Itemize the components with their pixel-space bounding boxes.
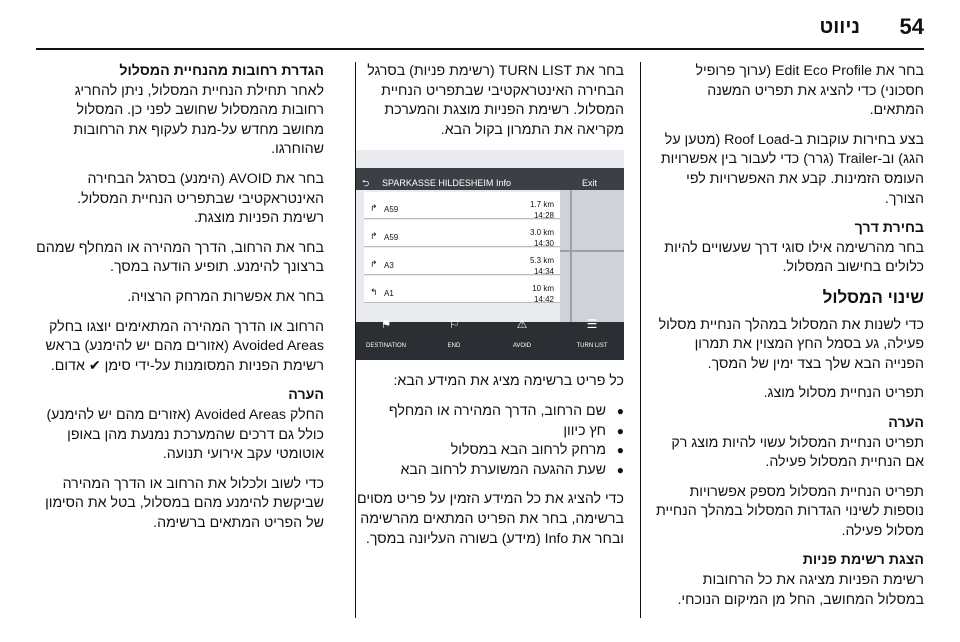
screen-bottom-bar — [356, 317, 624, 360]
distance: 5.3 km — [529, 256, 554, 266]
arrow-icon: ↰ — [370, 287, 378, 298]
column-middle — [356, 62, 624, 559]
paragraph: תפריט הנחיית מסלול מוצג. — [763, 385, 924, 402]
note-text: תפריט הנחיית המסלול עשוי להיות מוצג רק אם הנחיית המסלול פעילה. — [671, 434, 924, 471]
subheading: בחירת דרך — [854, 220, 924, 237]
turn-list-row — [364, 276, 560, 303]
distance: 3.0 km — [529, 228, 554, 238]
page-title: ניווט — [819, 16, 860, 38]
info-button: Info — [496, 178, 512, 189]
paragraph: בחר את הרחוב, הדרך המהירה או המחלף שמהם ברצונך להימנע. תופיע הודעה במסך. — [36, 239, 324, 276]
paragraph: בצע בחירות עוקבות ב-Roof Load (מטען על הגג) וב-Trailer (גרר) כדי לעבור בין אפשרויות העומס הזמינות. קבע את האפשרויות לפי הצורך. — [660, 131, 924, 207]
page-header — [0, 14, 960, 42]
paragraph: כל פריט ברשימה מציג את המידע הבא: — [393, 373, 624, 390]
screen-title: SPARKASSE HILDESHEIM — [382, 178, 494, 189]
arrow-icon: ↱ — [370, 203, 378, 214]
paragraph: בחר את Edit Eco Profile (ערוך פרופיל חסכוני) כדי להציג את תפריט המשנה המתאים. — [695, 63, 924, 119]
column-left — [36, 62, 324, 543]
arrival-time: 14:28 — [533, 211, 554, 221]
paragraph: כדי לשנות את המסלול במהלך הנחיית מסלול פעילה, גע בסמל החץ המצוין את תמרון הפנייה הבא שלך בצד ימין של המסך. — [658, 316, 924, 372]
note-label: הערה — [888, 414, 924, 431]
road-name: A1 — [384, 289, 394, 299]
page-number: 54 — [899, 14, 924, 39]
list-icon: ☰ — [586, 317, 598, 332]
end-button: ⚐ END — [428, 315, 480, 356]
paragraph: לאחר תחילת הנחיית המסלול, ניתן להחריג רחובות מהמסלול שחושב לפני כן. המסלול מחושב מחדש על-מנת לעקוף את הרחובות שהוחרגו. — [73, 82, 324, 158]
paragraph: בחר מהרשימה אילו סוגי דרך שעשויים להיות כלולים בחישוב המסלול. — [664, 239, 924, 276]
note-text: החלק Avoided Areas (אזורים מהם יש להימנע) כולל גם דרכים שהמערכת נמנעת מהן באופן אוטומטי עקב אירועי תנועה. — [46, 406, 324, 463]
distance: 10 km — [532, 284, 554, 294]
paragraph: בחר את אפשרות המרחק הרצויה. — [127, 288, 324, 305]
avoid-icon: ⚠ — [516, 317, 528, 332]
paragraph: בחר את AVOID (הימנע) בסרגל הבחירה האינטראקטיבי שבתפריט הנחיית המסלול. רשימת הפניות מוצגת. — [77, 170, 324, 227]
header-rule — [36, 48, 924, 50]
column-divider — [640, 62, 641, 618]
arrow-icon: ↱ — [370, 231, 378, 242]
exit-button: Exit — [582, 178, 598, 189]
flag-icon: ⚑ — [380, 317, 392, 332]
bullet-list — [356, 402, 624, 480]
distance: 1.7 km — [529, 200, 554, 210]
arrow-icon: ↱ — [370, 259, 378, 270]
avoid-button: ⚠ AVOID — [496, 315, 548, 356]
paragraph: בחר את TURN LIST (רשימת פניות) בסרגל הבחירה האינטראקטיבי שבתפריט הנחיית המסלול. רשימת הפניות מוצגת והמערכת מקריאה את התמרון בקול הבא. — [367, 63, 624, 138]
arrival-time: 14:42 — [533, 295, 554, 305]
road-name: A3 — [384, 261, 394, 271]
list-item: ● שם הרחוב, הדרך המהירה או המחלף — [356, 402, 624, 422]
navigation-screenshot — [356, 150, 624, 360]
paragraph: כדי להציג את כל המידע הזמין על פריט מסוים ברשימה, בחר את הפריט המתאים מהרשימה ובחר את Info (מידע) בשורה העליונה במסך. — [357, 491, 624, 547]
paragraph: הרחוב או הדרך המהירה המתאימים יוצגו בחלק Avoided Areas (אזורים מהם יש להימנע) בראש רשימת הפניות המסומנות על-ידי סימן ✔ אדום. — [45, 318, 324, 374]
arrival-time: 14:30 — [533, 239, 554, 249]
screen-top-bar — [356, 168, 624, 190]
map-preview — [560, 190, 624, 322]
list-item: ● חץ כיוון — [356, 422, 624, 442]
turn-list-row — [364, 192, 560, 219]
subheading: הצגת רשימת פניות — [802, 552, 924, 569]
turn-list-button: ☰ TURN LIST — [566, 315, 618, 356]
end-icon: ⚐ — [448, 317, 460, 332]
destination-button: ⚑ DESTINATION — [360, 315, 412, 356]
arrival-time: 14:34 — [533, 267, 554, 277]
paragraph: כדי לשוב ולכלול את הרחוב או הדרך המהירה שביקשת להימנע מהם במסלול, בטל את הסימון של הפריט המתאים ברשימה. — [45, 475, 324, 531]
note-label: הערה — [288, 387, 324, 404]
section-heading: שינוי המסלול — [822, 287, 924, 307]
turn-list-row — [364, 220, 560, 247]
subheading: הגדרת רחובות מהנחיית המסלול — [119, 63, 324, 79]
turn-list-row — [364, 248, 560, 275]
list-item: ● מרחק לרחוב הבא במסלול — [356, 441, 624, 461]
back-icon: ⮌ — [362, 178, 370, 189]
paragraph: תפריט הנחיית המסלול מספק אפשרויות נוספות לשינוי הגדרות המסלול במהלך הנחיית מסלול פעילה. — [656, 483, 924, 539]
column-right — [656, 62, 924, 620]
paragraph: רשימת הפניות מציגה את כל הרחובות במסלול המחושב, החל מן המיקום הנוכחי. — [677, 572, 924, 608]
road-name: A59 — [384, 233, 399, 243]
list-item: ● שעת ההגעה המשוערת לרחוב הבא — [356, 461, 624, 481]
road-name: A59 — [384, 205, 399, 215]
